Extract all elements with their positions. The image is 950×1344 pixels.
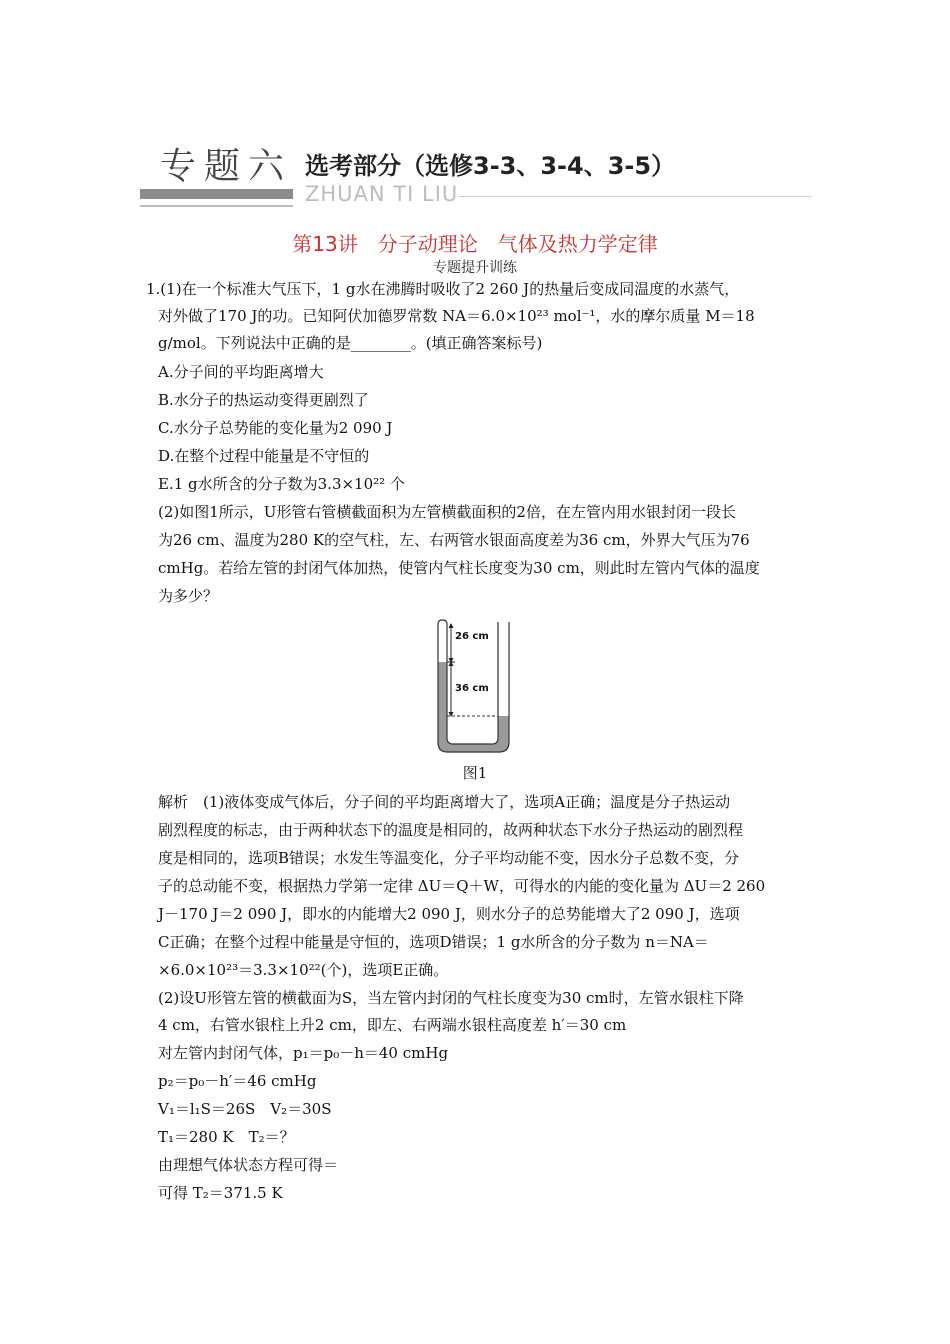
solution-line: C正确；在整个过程中能量是守恒的，选项D错误；1 g水所含的分子数为 n＝NA＝: [158, 933, 709, 951]
solution-line: 度是相同的，选项B错误；水发生等温变化，分子平均动能不变，因水分子总数不变，分: [158, 849, 740, 867]
label-26cm: 26 cm: [455, 631, 489, 642]
u-bottom-inner: [447, 738, 498, 744]
chapter-subtitle: 选考部分（选修3-3、3-4、3-5）: [305, 152, 676, 180]
lecture-subtitle: 专题提升训练: [433, 260, 517, 276]
header-rule: [140, 205, 293, 207]
u-tube-figure: [425, 618, 520, 758]
solution-line: 解析 (1)液体变成气体后，分子间的平均距离增大了，选项A正确；温度是分子热运动: [158, 793, 731, 811]
solution-line: 由理想气体状态方程可得＝: [158, 1156, 339, 1174]
solution-line: 子的总动能不变，根据热力学第一定律 ΔU＝Q＋W，可得水的内能的变化量为 ΔU＝2 260: [158, 877, 766, 895]
solution-line: 4 cm，右管水银柱上升2 cm，即左、右两端水银柱高度差 h′＝30 cm: [158, 1016, 627, 1034]
option-c: C.水分子总势能的变化量为2 090 J: [158, 419, 393, 437]
option-b: B.水分子的热运动变得更剧烈了: [158, 391, 369, 409]
question-line: 对外做了170 J的功。已知阿伏加德罗常数 NA＝6.0×10²³ mol⁻¹，水的摩尔质量 M＝18: [158, 307, 755, 325]
solution-line: J－170 J＝2 090 J，即水的内能增大2 090 J，则水分子的总势能增大了2 090 J，选项: [158, 905, 740, 923]
option-e: E.1 g水所含的分子数为3.3×10²² 个: [158, 475, 405, 493]
header-rule-right: [458, 196, 812, 197]
lecture-title: 第13讲 分子动理论 气体及热力学定律: [292, 232, 658, 256]
question-line: 为多少？: [158, 587, 219, 605]
question-line: cmHg。若给左管的封闭气体加热，使管内气柱长度变为30 cm，则此时左管内气体的温度: [158, 559, 760, 577]
solution-line: T₁＝280 K T₂＝？: [158, 1128, 295, 1146]
question-line: 1.(1)在一个标准大气压下，1 g水在沸腾时吸收了2 260 J的热量后变成同温度的水蒸气，: [146, 280, 740, 298]
solution-line: V₁＝l₁S＝26S V₂＝30S: [158, 1100, 332, 1118]
question-line: g/mol。下列说法中正确的是________。(填正确答案标号): [158, 334, 543, 352]
solution-line: p₂＝p₀－h′＝46 cmHg: [158, 1072, 317, 1090]
question-line: 为26 cm、温度为280 K的空气柱，左、右两管水银面高度差为36 cm，外界大气压为76: [158, 531, 750, 549]
option-a: A.分子间的平均距离增大: [158, 363, 324, 381]
solution-line: ×6.0×10²³＝3.3×10²²(个)，选项E正确。: [158, 961, 449, 979]
question-line: (2)如图1所示，U形管右管横截面积为左管横截面积的2倍，在左管内用水银封闭一段长: [158, 503, 736, 521]
solution-line: 对左管内封闭气体，p₁＝p₀－h＝40 cmHg: [158, 1044, 449, 1062]
header-bar: [140, 189, 293, 199]
chapter-title: 专题六: [160, 146, 293, 187]
figure-caption: 图1: [462, 764, 488, 782]
option-d: D.在整个过程中能量是不守恒的: [158, 447, 370, 465]
solution-line: 剧烈程度的标志，由于两种状态下的温度是相同的，故两种状态下水分子热运动的剧烈程: [158, 821, 744, 839]
label-36cm: 36 cm: [455, 683, 489, 694]
solution-line: 可得 T₂＝371.5 K: [158, 1184, 283, 1202]
chapter-pinyin: ZHUAN TI LIU: [305, 182, 459, 206]
solution-line: (2)设U形管左管的横截面为S，当左管内封闭的气柱长度变为30 cm时，左管水银柱下降: [158, 989, 744, 1007]
left-tube-cap: [438, 620, 447, 624]
